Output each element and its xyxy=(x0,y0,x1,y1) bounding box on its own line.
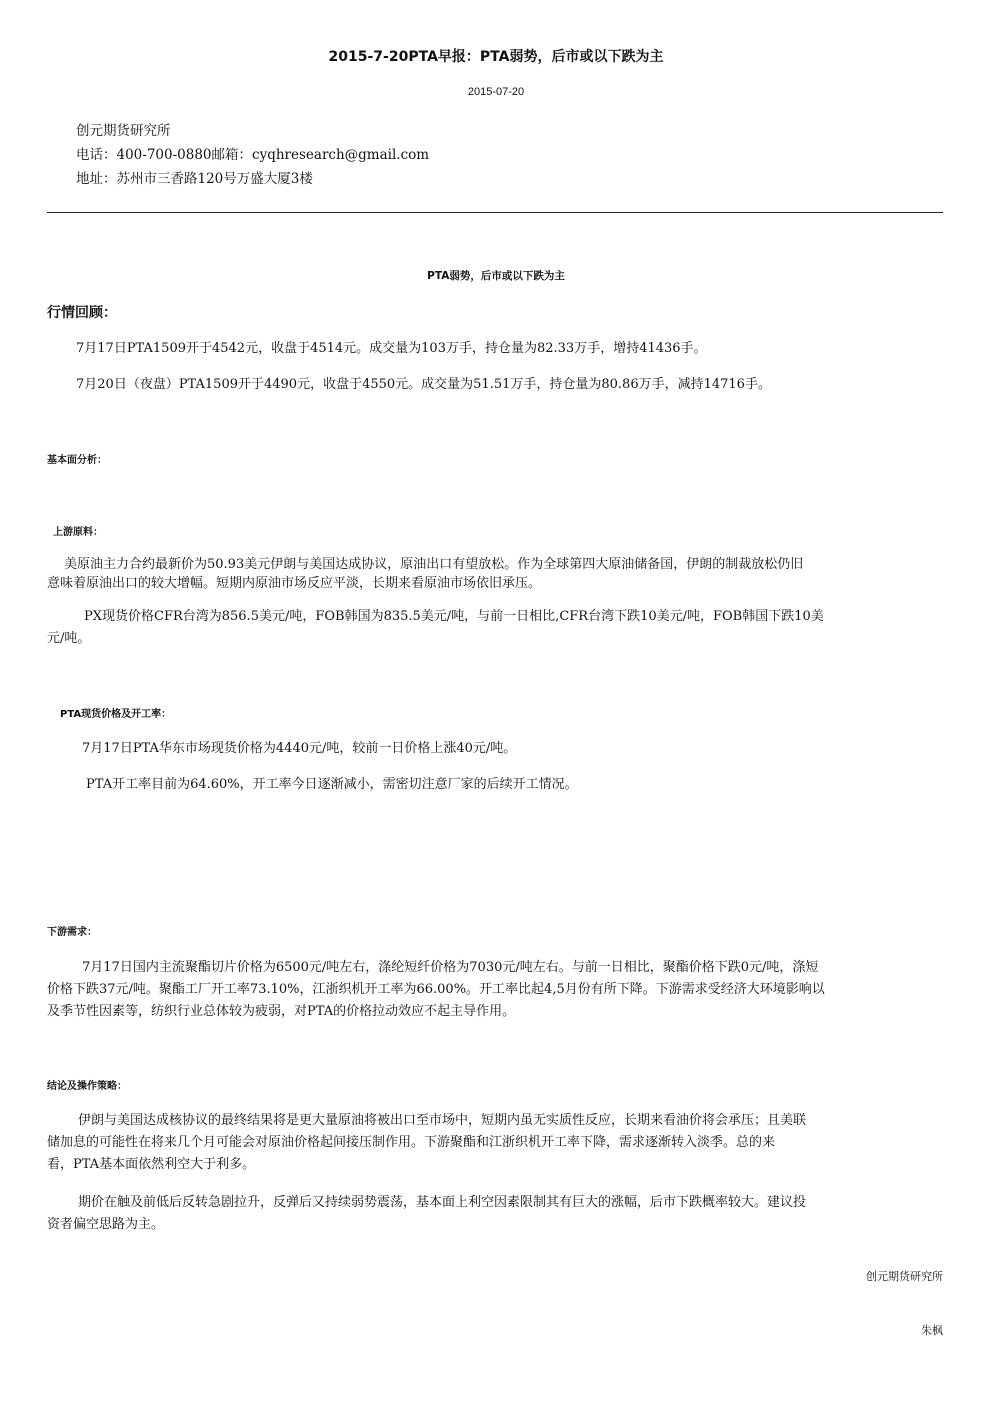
spot-heading: PTA现货价格及开工率： xyxy=(60,709,172,720)
org-name: 创元期货研究所 xyxy=(76,123,171,139)
article-subtitle: PTA弱势，后市或以下跌为主 xyxy=(427,270,565,282)
conclusion-paragraph-2-line-1: 期价在触及前低后反转急剧拉升，反弹后又持续弱势震荡，基本面上利空因素限制其有巨大的涨幅，后市下跌概率较大。建议投 xyxy=(78,1195,807,1210)
conclusion-paragraph-2-line-2: 资者偏空思路为主。 xyxy=(47,1217,165,1232)
conclusion-paragraph-1-line-2: 储加息的可能性在将来几个月可能会对原油价格起间接压制作用。下游聚酯和江浙织机开工率下降，需求逐渐转入淡季。总的来 xyxy=(47,1135,776,1150)
downstream-line-1: 7月17日国内主流聚酯切片价格为6500元/吨左右，涤纶短纤价格为7030元/吨左右。与前一日相比，聚酯价格下跌0元/吨，涤短 xyxy=(82,960,819,975)
downstream-heading: 下游需求： xyxy=(47,927,97,938)
downstream-line-3: 及季节性因素等，纺织行业总体较为疲弱，对PTA的价格拉动效应不起主导作用。 xyxy=(47,1004,516,1019)
spot-paragraph-1: 7月17日PTA华东市场现货价格为4440元/吨，较前一日价格上涨40元/吨。 xyxy=(82,741,517,756)
conclusion-paragraph-1-line-3: 看，PTA基本面依然利空大于利多。 xyxy=(47,1157,256,1172)
spot-paragraph-2: PTA开工率目前为64.60%，开工率今日逐渐减小，需密切注意厂家的后续开工情况。 xyxy=(86,777,578,792)
review-heading: 行情回顾： xyxy=(47,305,117,321)
upstream-paragraph-2-line-1: PX现货价格CFR台湾为856.5美元/吨，FOB韩国为835.5美元/吨，与前一日相比,CFR台湾下跌10美元/吨，FOB韩国下跌10美 xyxy=(84,609,824,624)
signature-org: 创元期货研究所 xyxy=(866,1270,943,1283)
report-date: 2015-07-20 xyxy=(467,86,525,98)
header-divider xyxy=(47,212,943,213)
signature-author: 朱枫 xyxy=(921,1324,943,1337)
review-paragraph-2: 7月20日（夜盘）PTA1509开于4490元，收盘于4550元。成交量为51.51万手，持仓量为80.86万手，减持14716手。 xyxy=(76,377,771,392)
contact-info: 电话：400-700-0880邮箱：cyqhresearch@gmail.com xyxy=(76,147,430,163)
address: 地址：苏州市三香路120号万盛大厦3楼 xyxy=(76,171,313,187)
upstream-paragraph-1-line-1: 美原油主力合约最新价为50.93美元伊朗与美国达成协议，原油出口有望放松。作为全球第四大原油储备国，伊朗的制裁放松仍旧 xyxy=(64,557,804,572)
fundamentals-heading: 基本面分析： xyxy=(47,455,107,466)
downstream-line-2: 价格下跌37元/吨。聚酯工厂开工率73.10%，江浙织机开工率为66.00%。开工率比起4,5月份有所下降。下游需求受经济大环境影响以 xyxy=(47,982,825,997)
conclusion-paragraph-1-line-1: 伊朗与美国达成核协议的最终结果将是更大量原油将被出口至市场中，短期内虽无实质性反应，长期来看油价将会承压；且美联 xyxy=(78,1113,807,1128)
review-paragraph-1: 7月17日PTA1509开于4542元，收盘于4514元。成交量为103万手，持仓量为82.33万手，增持41436手。 xyxy=(76,341,707,356)
upstream-heading: 上游原料： xyxy=(53,527,103,538)
conclusion-heading: 结论及操作策略： xyxy=(47,1081,127,1092)
upstream-paragraph-2-line-2: 元/吨。 xyxy=(47,631,91,646)
upstream-paragraph-1-line-2: 意味着原油出口的较大增幅。短期内原油市场反应平淡，长期来看原油市场依旧承压。 xyxy=(47,576,542,591)
page-title: 2015-7-20PTA早报：PTA弱势，后市或以下跌为主 xyxy=(328,49,664,65)
